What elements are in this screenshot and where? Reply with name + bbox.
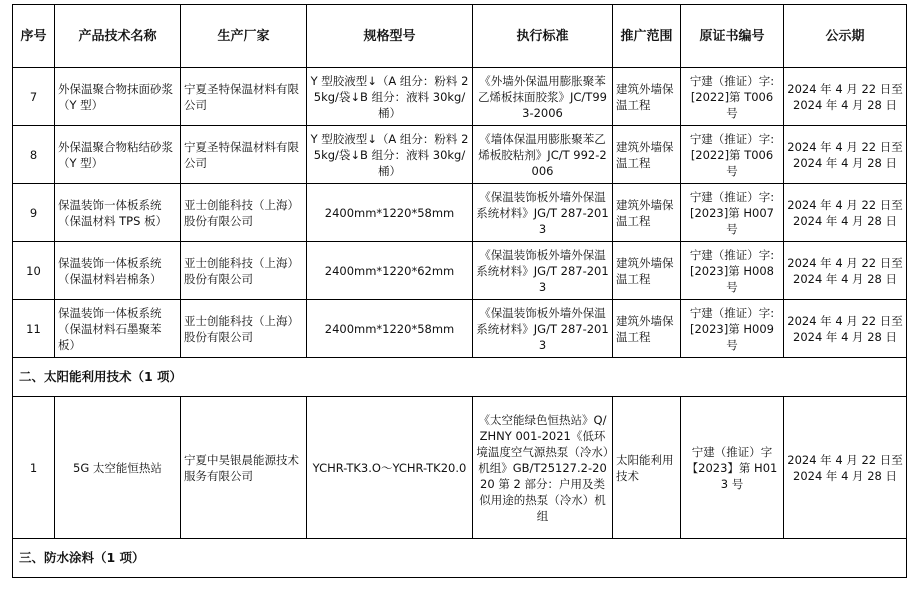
product-table bbox=[12, 4, 907, 578]
standard: 《保温装饰板外墙外保温系统材料》JG/T 287-2013 bbox=[473, 184, 613, 242]
scope: 太阳能利用技术 bbox=[613, 397, 681, 539]
product-name: 5G 太空能恒热站 bbox=[55, 397, 181, 539]
cert-number: 宁建（推证）字:[2023]第 H009 号 bbox=[681, 300, 784, 358]
table-row bbox=[13, 184, 907, 242]
spec: 2400mm*1220*58mm bbox=[307, 300, 473, 358]
scope: 建筑外墙保温工程 bbox=[613, 300, 681, 358]
manufacturer: 亚士创能科技（上海）股份有限公司 bbox=[181, 300, 307, 358]
header-cell: 规格型号 bbox=[307, 5, 473, 68]
standard: 《墙体保温用膨胀聚苯乙烯板胶粘剂》JC/T 992-2006 bbox=[473, 126, 613, 184]
cert-number: 宁建（推证）字:[2023]第 H007 号 bbox=[681, 184, 784, 242]
standard: 《保温装饰板外墙外保温系统材料》JG/T 287-2013 bbox=[473, 300, 613, 358]
cert-number: 宁建（推证）字:[2023]第 H008 号 bbox=[681, 242, 784, 300]
period: 2024 年 4 月 22 日至 2024 年 4 月 28 日 bbox=[784, 126, 907, 184]
manufacturer: 宁夏圣特保温材料有限公司 bbox=[181, 68, 307, 126]
cert-number: 宁建（推证）字【2023】第 H013 号 bbox=[681, 397, 784, 539]
table-row bbox=[13, 397, 907, 539]
scope: 建筑外墙保温工程 bbox=[613, 184, 681, 242]
document-page bbox=[12, 4, 907, 578]
spec: 2400mm*1220*58mm bbox=[307, 184, 473, 242]
row-number: 8 bbox=[13, 126, 55, 184]
period: 2024 年 4 月 22 日至 2024 年 4 月 28 日 bbox=[784, 68, 907, 126]
row-number: 11 bbox=[13, 300, 55, 358]
header-cell: 公示期 bbox=[784, 5, 907, 68]
section-heading-waterproof: 三、防水涂料（1 项） bbox=[13, 539, 907, 578]
scope: 建筑外墙保温工程 bbox=[613, 242, 681, 300]
header-cell: 原证书编号 bbox=[681, 5, 784, 68]
standard: 《外墙外保温用膨胀聚苯乙烯板抹面胶浆》JC/T993-2006 bbox=[473, 68, 613, 126]
cert-number: 宁建（推证）字:[2022]第 T006 号 bbox=[681, 68, 784, 126]
spec: 2400mm*1220*62mm bbox=[307, 242, 473, 300]
product-name: 保温装饰一体板系统（保温材料 TPS 板） bbox=[55, 184, 181, 242]
cert-number: 宁建（推证）字:[2022]第 T006 号 bbox=[681, 126, 784, 184]
scope: 建筑外墙保温工程 bbox=[613, 126, 681, 184]
spec: Y 型胶液型↓（A 组分：粉料 25kg/袋↓B 组分：液料 30kg/桶） bbox=[307, 68, 473, 126]
section-row bbox=[13, 539, 907, 578]
period: 2024 年 4 月 22 日至 2024 年 4 月 28 日 bbox=[784, 242, 907, 300]
section-heading-solar: 二、太阳能利用技术（1 项） bbox=[13, 358, 907, 397]
spec: YCHR-TK3.O～YCHR-TK20.0 bbox=[307, 397, 473, 539]
header-cell: 序号 bbox=[13, 5, 55, 68]
row-number: 10 bbox=[13, 242, 55, 300]
standard: 《保温装饰板外墙外保温系统材料》JG/T 287-2013 bbox=[473, 242, 613, 300]
standard: 《太空能绿色恒热站》Q/ZHNY 001-2021《低环境温度空气源热泵（冷水）机组》GB/T25127.2-2020 第 2 部分：户用及类似用途的热泵（冷水）机组 bbox=[473, 397, 613, 539]
manufacturer: 亚士创能科技（上海）股份有限公司 bbox=[181, 242, 307, 300]
manufacturer: 亚士创能科技（上海）股份有限公司 bbox=[181, 184, 307, 242]
spec: Y 型胶液型↓（A 组分：粉料 25kg/袋↓B 组分：液料 30kg/桶） bbox=[307, 126, 473, 184]
product-name: 外保温聚合物抹面砂浆（Y 型） bbox=[55, 68, 181, 126]
period: 2024 年 4 月 22 日至 2024 年 4 月 28 日 bbox=[784, 184, 907, 242]
product-name: 外保温聚合物粘结砂浆（Y 型） bbox=[55, 126, 181, 184]
table-row bbox=[13, 126, 907, 184]
header-row bbox=[13, 5, 907, 68]
table-row bbox=[13, 300, 907, 358]
table-row bbox=[13, 68, 907, 126]
header-cell: 产品技术名称 bbox=[55, 5, 181, 68]
header-cell: 生产厂家 bbox=[181, 5, 307, 68]
header-cell: 执行标准 bbox=[473, 5, 613, 68]
section-row bbox=[13, 358, 907, 397]
manufacturer: 宁夏中昊银晨能源技术服务有限公司 bbox=[181, 397, 307, 539]
row-number: 7 bbox=[13, 68, 55, 126]
period: 2024 年 4 月 22 日至 2024 年 4 月 28 日 bbox=[784, 300, 907, 358]
row-number: 1 bbox=[13, 397, 55, 539]
product-name: 保温装饰一体板系统（保温材料石墨聚苯板） bbox=[55, 300, 181, 358]
manufacturer: 宁夏圣特保温材料有限公司 bbox=[181, 126, 307, 184]
product-name: 保温装饰一体板系统（保温材料岩棉条） bbox=[55, 242, 181, 300]
scope: 建筑外墙保温工程 bbox=[613, 68, 681, 126]
period: 2024 年 4 月 22 日至 2024 年 4 月 28 日 bbox=[784, 397, 907, 539]
table-row bbox=[13, 242, 907, 300]
row-number: 9 bbox=[13, 184, 55, 242]
header-cell: 推广范围 bbox=[613, 5, 681, 68]
